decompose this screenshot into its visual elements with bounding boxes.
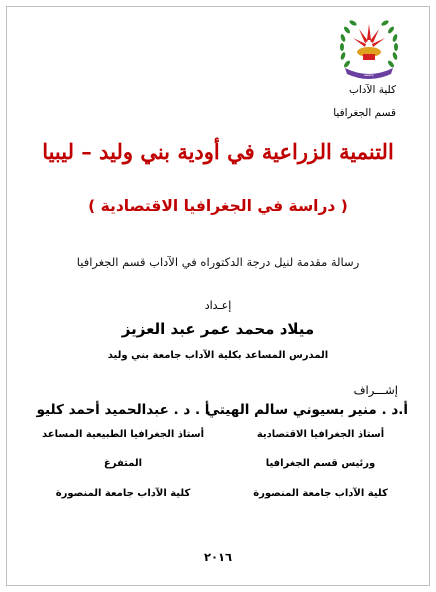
year: ٢٠١٦ bbox=[203, 550, 233, 564]
supervision-label: إشـــراف bbox=[353, 383, 398, 397]
supervisor-2-details-3 bbox=[28, 488, 218, 502]
supervisor-1-details-2 bbox=[233, 458, 408, 472]
supervisor-line: ورئيس قسم الجغرافيا bbox=[265, 458, 376, 469]
supervisor-2 bbox=[28, 402, 218, 418]
supervisor-name: أ . د . عبدالحميد أحمد كليو bbox=[36, 402, 210, 418]
department-name: قسم الجغرافيا bbox=[333, 107, 396, 119]
supervisor-line: المتفرغ bbox=[103, 458, 143, 469]
supervisor-2-details bbox=[28, 429, 218, 443]
supervisor-line: أستاذ الجغرافيا الاقتصادية bbox=[256, 429, 385, 440]
university-emblem-icon bbox=[335, 10, 403, 82]
svg-text:جامعة: جامعة bbox=[364, 72, 374, 77]
supervisor-line: أستاذ الجغرافيا الطبيعية المساعد bbox=[41, 429, 205, 440]
supervisor-2-details-2 bbox=[28, 458, 218, 472]
supervisor-line: كلية الآداب جامعة المنصورة bbox=[55, 488, 191, 499]
thesis-title: التنمية الزراعية في أودية بني وليد – ليبيا bbox=[42, 139, 394, 164]
author-name: ميلاد محمد عمر عبد العزيز bbox=[121, 320, 315, 338]
supervisor-1 bbox=[206, 402, 408, 418]
degree-statement: رسالة مقدمة لنيل درجة الدكتوراه في الآداب قسم الجغرافيا bbox=[76, 255, 360, 269]
supervisor-line: كلية الآداب جامعة المنصورة bbox=[253, 488, 388, 499]
prepared-by-label: إعـداد bbox=[204, 299, 232, 312]
supervisor-1-details bbox=[233, 429, 408, 443]
faculty-name: كلية الآداب bbox=[349, 84, 396, 96]
thesis-subtitle: ( دراسة في الجغرافيا الاقتصادية ) bbox=[88, 197, 348, 215]
supervisor-name: أ.د . منير بسيوني سالم الهيتي bbox=[206, 402, 408, 418]
supervisor-1-details-3 bbox=[233, 488, 408, 502]
author-position: المدرس المساعد بكلية الآداب جامعة بني وليد bbox=[107, 350, 329, 361]
